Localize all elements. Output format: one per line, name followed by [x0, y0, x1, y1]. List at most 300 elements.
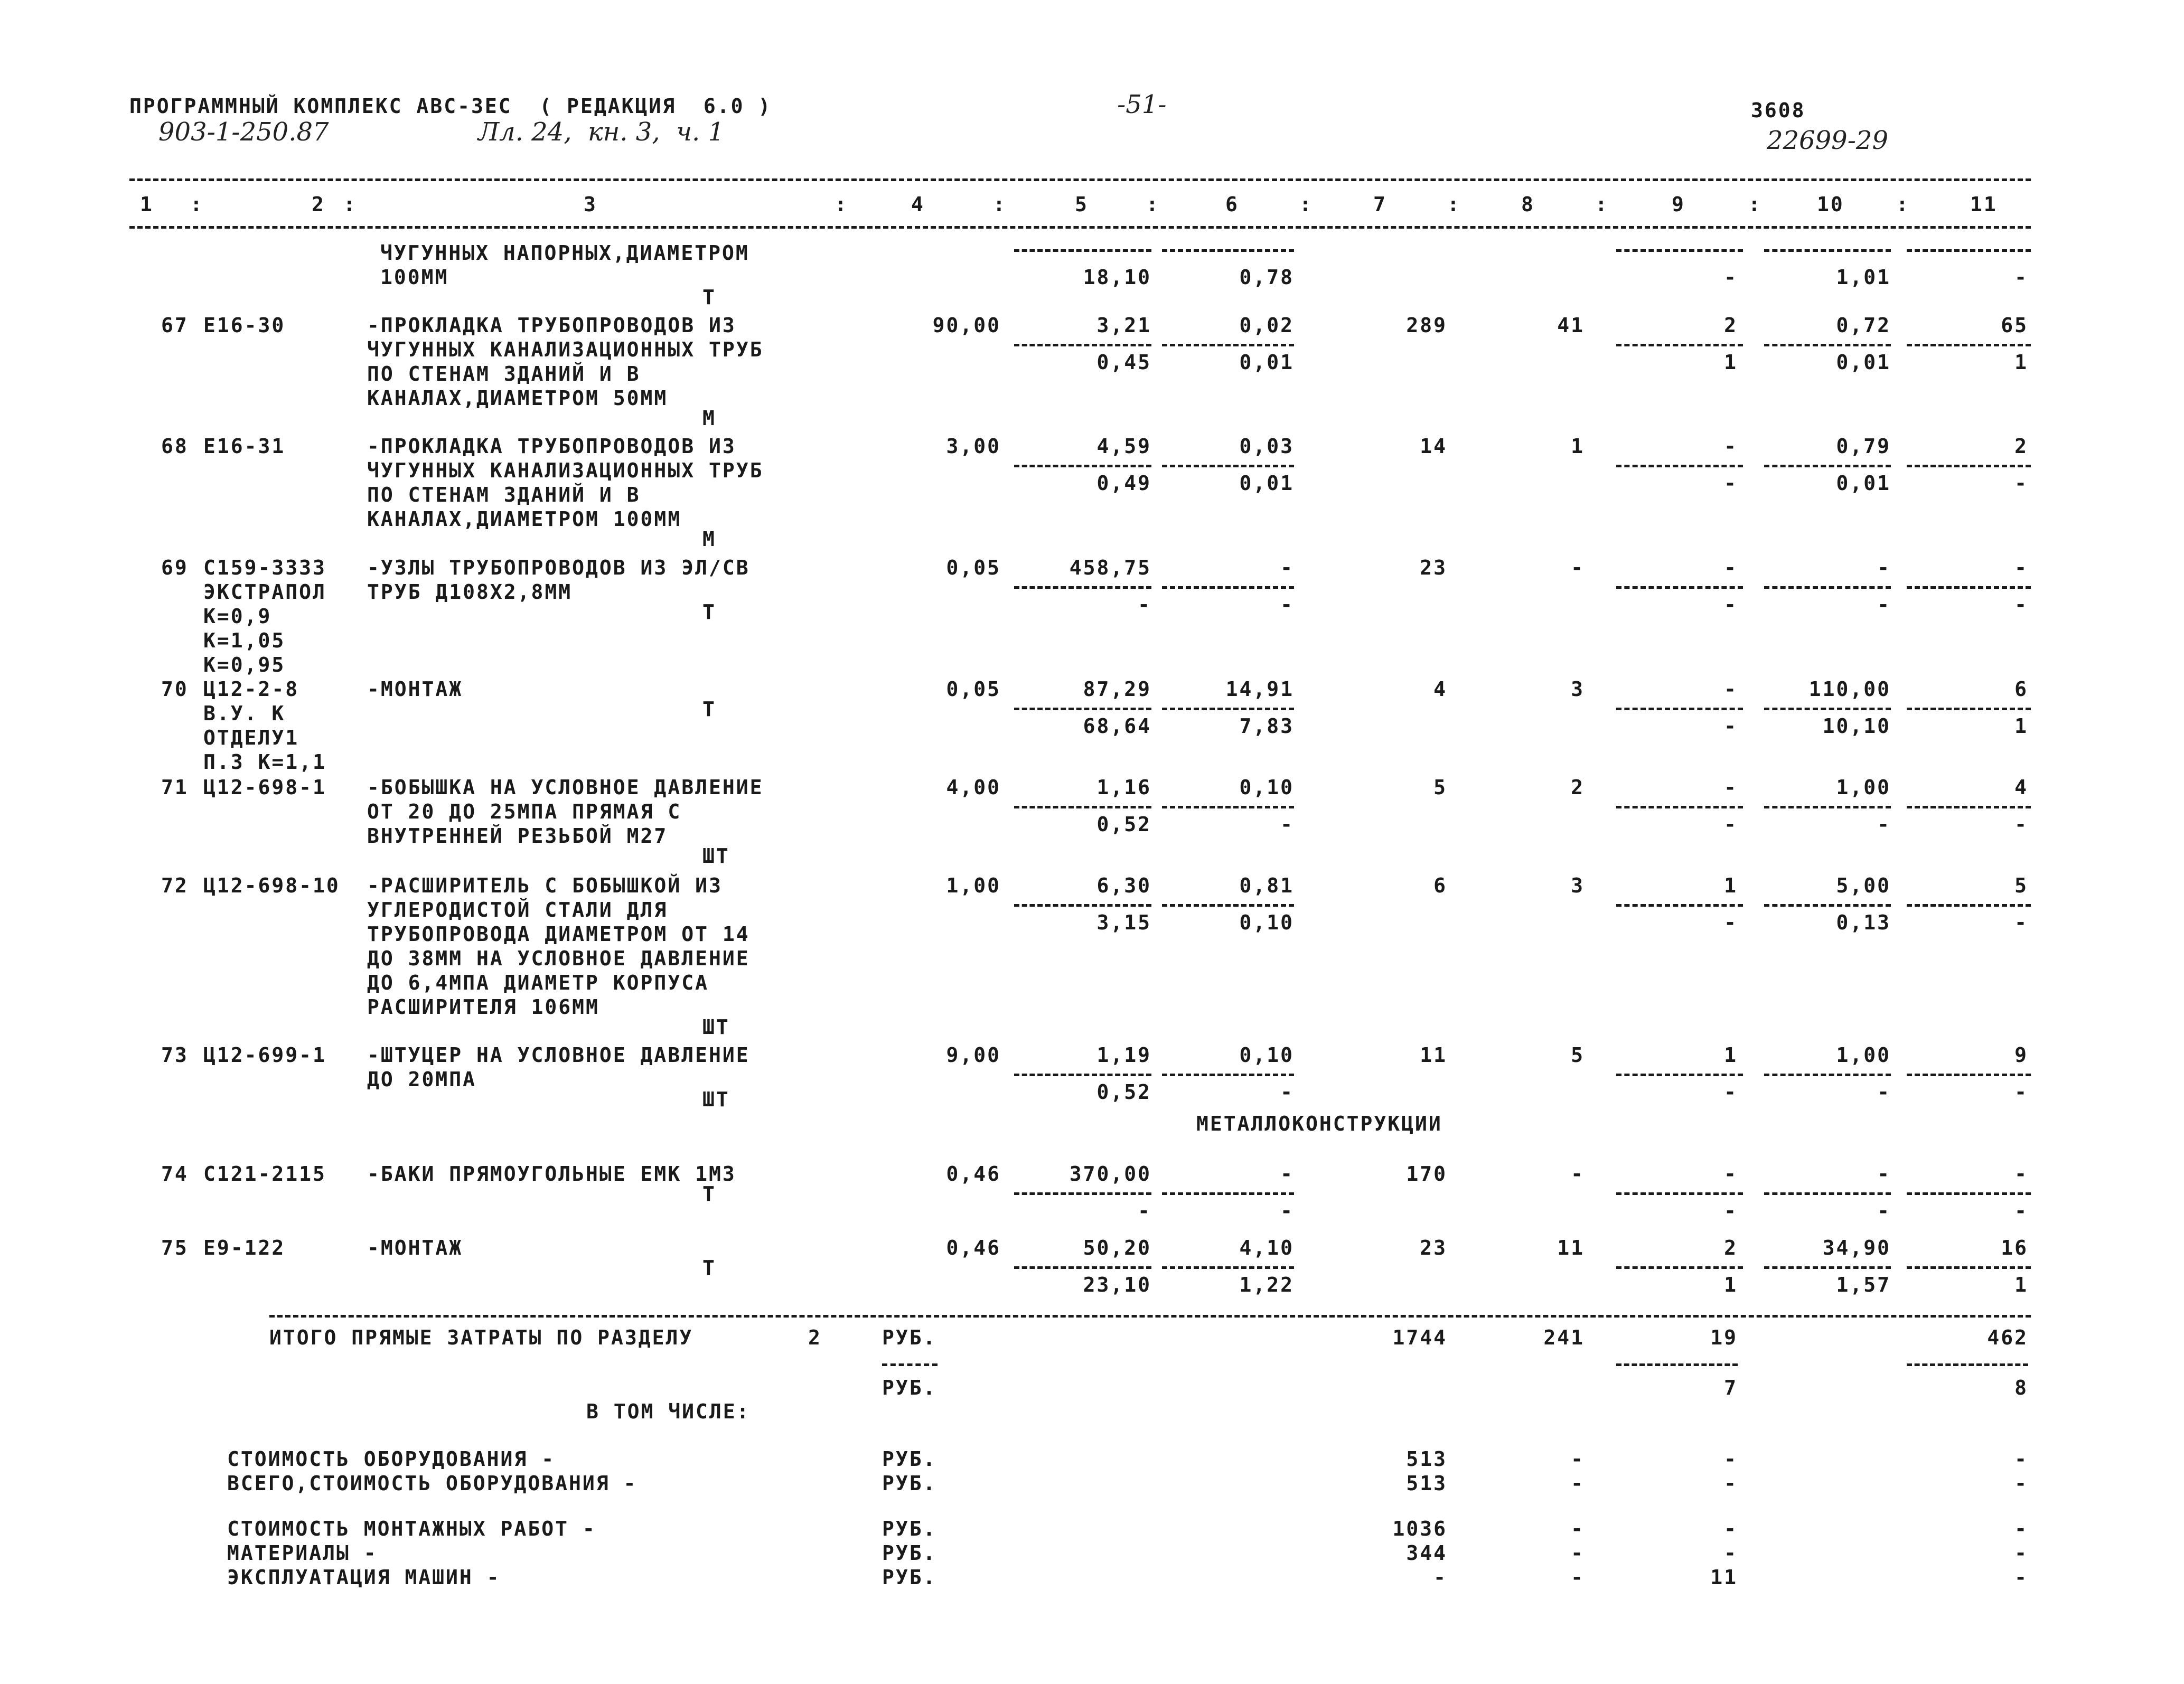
- cell-c10b: 0,01: [1836, 351, 1891, 374]
- cell-c9: -: [1724, 1162, 1738, 1186]
- cell-c9b: 1: [1724, 351, 1738, 374]
- summary-c11: -: [2014, 1541, 2028, 1565]
- cell-c10b: 1,01: [1836, 266, 1891, 289]
- cell-rule-c11: [1907, 586, 2031, 589]
- cell-c6: 0,02: [1239, 314, 1294, 337]
- cell-c11b: 1: [2014, 1273, 2028, 1296]
- cell-rule-c11: [1907, 1266, 2031, 1269]
- cell-c4: 9,00: [946, 1043, 1001, 1067]
- row-number: 68: [161, 435, 189, 458]
- doc-number: 22699-29: [1767, 126, 1888, 155]
- row-unit: Т: [702, 1256, 716, 1280]
- cell-c10: 0,79: [1836, 435, 1891, 458]
- row-description: -МОНТАЖ: [367, 678, 463, 701]
- row-description: УГЛЕРОДИСТОЙ СТАЛИ ДЛЯ: [367, 898, 668, 921]
- cell-c10: 1,00: [1836, 776, 1891, 799]
- cell-c11: 6: [2014, 678, 2028, 701]
- row-description: РАСШИРИТЕЛЯ 106ММ: [367, 995, 599, 1019]
- cell-c11: 9: [2014, 1043, 2028, 1067]
- cell-rule-c11: [1907, 465, 2031, 467]
- header-rule-bottom: [129, 226, 2031, 229]
- cell-c11b: -: [2014, 813, 2028, 836]
- row-unit: ШТ: [702, 1088, 730, 1111]
- row-number: 75: [161, 1236, 189, 1259]
- row-unit: Т: [702, 698, 716, 721]
- cell-c10: 34,90: [1822, 1236, 1891, 1259]
- cell-rule-c11: [1907, 249, 2031, 252]
- cell-c6b: -: [1280, 813, 1294, 836]
- cell-rule-c6: [1162, 708, 1294, 710]
- cell-c11: 5: [2014, 874, 2028, 897]
- cell-rule-c10: [1764, 708, 1891, 710]
- summary-c11: -: [2014, 1566, 2028, 1589]
- row-description: ТРУБОПРОВОДА ДИАМЕТРОМ ОТ 14: [367, 923, 750, 946]
- cell-rule-c10: [1764, 249, 1891, 252]
- cell-c9: -: [1724, 776, 1738, 799]
- summary-unit: РУБ.: [882, 1517, 937, 1540]
- cell-c5: 1,19: [1096, 1043, 1151, 1067]
- cell-rule-c5: [1014, 708, 1151, 710]
- cell-rule-c9: [1616, 1192, 1743, 1195]
- row-code: Ц12-2-8: [203, 678, 299, 701]
- cell-c11b: -: [2014, 472, 2028, 495]
- summary-c9: 11: [1710, 1566, 1738, 1589]
- totals-c8: 241: [1543, 1326, 1585, 1349]
- cell-c9b: -: [1724, 472, 1738, 495]
- column-separator: :: [1896, 193, 1910, 216]
- cell-c6b: -: [1280, 1080, 1294, 1104]
- cell-c9: 1: [1724, 1043, 1738, 1067]
- row-unit: Т: [702, 1182, 716, 1206]
- row-code: В.У. К: [203, 702, 286, 725]
- row-description: -БОБЫШКА НА УСЛОВНОЕ ДАВЛЕНИЕ: [367, 776, 764, 799]
- cell-c9b: 1: [1724, 1273, 1738, 1296]
- cell-c8: 5: [1571, 1043, 1585, 1067]
- cell-c9: 1: [1724, 874, 1738, 897]
- cell-rule-c11: [1907, 708, 2031, 710]
- summary-c11: -: [2014, 1517, 2028, 1540]
- cell-rule-c10: [1764, 344, 1891, 346]
- cell-c9: 2: [1724, 1236, 1738, 1259]
- cell-c9: 2: [1724, 314, 1738, 337]
- sheet-ref: Лл. 24, кн. 3, ч. 1: [478, 117, 725, 147]
- row-number: 72: [161, 874, 189, 897]
- cell-c8: -: [1571, 556, 1585, 579]
- column-separator: :: [1146, 193, 1160, 216]
- row-description: ДО 38ММ НА УСЛОВНОЕ ДАВЛЕНИЕ: [367, 947, 750, 970]
- cell-c7: 289: [1406, 314, 1447, 337]
- summary-c8: -: [1571, 1566, 1585, 1589]
- row-description: КАНАЛАХ,ДИАМЕТРОМ 100ММ: [367, 507, 682, 531]
- cell-c5b: 23,10: [1083, 1273, 1151, 1296]
- cell-c6b: -: [1280, 1199, 1294, 1222]
- row-description: ОТ 20 ДО 25МПА ПРЯМАЯ С: [367, 800, 682, 823]
- row-code: С121-2115: [203, 1162, 326, 1186]
- row-code: Е16-31: [203, 435, 286, 458]
- cell-c4: 0,05: [946, 556, 1001, 579]
- row-unit: М: [702, 407, 716, 430]
- row-code: К=1,05: [203, 629, 286, 652]
- cell-c10: 5,00: [1836, 874, 1891, 897]
- column-header-9: 9: [1672, 193, 1685, 216]
- cell-c9: -: [1724, 435, 1738, 458]
- cell-rule-c6: [1162, 465, 1294, 467]
- cell-rule-c9: [1616, 344, 1743, 346]
- summary-label: ВСЕГО,СТОИМОСТЬ ОБОРУДОВАНИЯ -: [227, 1472, 638, 1495]
- row-code: Ц12-698-10: [203, 874, 340, 897]
- summary-c9: -: [1724, 1517, 1738, 1540]
- cell-c8: 3: [1571, 874, 1585, 897]
- cell-c7: 11: [1420, 1043, 1447, 1067]
- cell-c5b: 0,52: [1096, 1080, 1151, 1104]
- cell-rule-c5: [1014, 904, 1151, 907]
- summary-c9: -: [1724, 1447, 1738, 1471]
- totals-label: ИТОГО ПРЯМЫЕ ЗАТРАТЫ ПО РАЗДЕЛУ: [269, 1326, 693, 1349]
- cell-c8: 1: [1571, 435, 1585, 458]
- cell-c10b: 1,57: [1836, 1273, 1891, 1296]
- row-unit: Т: [702, 286, 716, 309]
- column-header-1: 1: [140, 193, 154, 216]
- cell-rule-c6: [1162, 586, 1294, 589]
- totals-c9-rule: [1616, 1363, 1738, 1366]
- row-number: 71: [161, 776, 189, 799]
- summary-label: МАТЕРИАЛЫ -: [227, 1541, 378, 1565]
- row-description: -ПРОКЛАДКА ТРУБОПРОВОДОВ ИЗ: [367, 435, 736, 458]
- cell-rule-c10: [1764, 904, 1891, 907]
- column-header-5: 5: [1075, 193, 1089, 216]
- summary-c7: 344: [1406, 1541, 1447, 1565]
- cell-rule-c5: [1014, 1074, 1151, 1076]
- row-code: К=0,9: [203, 605, 272, 628]
- cell-c11: 16: [2001, 1236, 2028, 1259]
- cell-c11: -: [2014, 556, 2028, 579]
- cell-c7: 14: [1420, 435, 1447, 458]
- cell-c4: 3,00: [946, 435, 1001, 458]
- cell-c7: 23: [1420, 1236, 1447, 1259]
- row-description: -БАКИ ПРЯМОУГОЛЬНЫЕ ЕМК 1М3: [367, 1162, 736, 1186]
- cell-c7: 4: [1433, 678, 1447, 701]
- column-separator: :: [1748, 193, 1762, 216]
- row-description: ТРУБ Д108Х2,8ММ: [367, 580, 573, 604]
- totals-unit: РУБ.: [882, 1326, 937, 1349]
- summary-label: СТОИМОСТЬ МОНТАЖНЫХ РАБОТ -: [227, 1517, 596, 1540]
- row-code: Е9-122: [203, 1236, 286, 1259]
- cell-c7: 170: [1406, 1162, 1447, 1186]
- cell-c11b: -: [2014, 1080, 2028, 1104]
- row-number: 73: [161, 1043, 189, 1067]
- cell-c9: -: [1724, 678, 1738, 701]
- row-code: К=0,95: [203, 653, 286, 676]
- cell-c5: 370,00: [1069, 1162, 1151, 1186]
- summary-c7: 513: [1406, 1447, 1447, 1471]
- row-unit: ШТ: [702, 1015, 730, 1039]
- header-rule-top: [129, 178, 2031, 181]
- row-unit: Т: [702, 600, 716, 624]
- cell-c8: 11: [1557, 1236, 1585, 1259]
- cell-c4: 0,05: [946, 678, 1001, 701]
- cell-c6: 14,91: [1225, 678, 1294, 701]
- column-separator: :: [343, 193, 357, 216]
- section-heading: МЕТАЛЛОКОНСТРУКЦИИ: [1196, 1112, 1442, 1135]
- column-header-6: 6: [1225, 193, 1239, 216]
- summary-c9: -: [1724, 1472, 1738, 1495]
- column-header-4: 4: [911, 193, 925, 216]
- cell-c8: -: [1571, 1162, 1585, 1186]
- cell-rule-c5: [1014, 586, 1151, 589]
- cell-c11: 2: [2014, 435, 2028, 458]
- row-description: ЧУГУННЫХ КАНАЛИЗАЦИОННЫХ ТРУБ: [367, 338, 764, 361]
- cell-c6: 4,10: [1239, 1236, 1294, 1259]
- cell-c10b: -: [1877, 1080, 1891, 1104]
- cell-c9b: -: [1724, 593, 1738, 616]
- cell-c6b: 7,83: [1239, 714, 1294, 738]
- cell-rule-c6: [1162, 1074, 1294, 1076]
- cell-rule-c5: [1014, 344, 1151, 346]
- summary-c11: -: [2014, 1447, 2028, 1471]
- totals-c11: 462: [1987, 1326, 2028, 1349]
- project-ref: 903-1-250.87: [158, 117, 329, 147]
- row-description: 100ММ: [380, 266, 449, 289]
- code-number: 3608: [1751, 99, 1806, 122]
- cell-c5: 4,59: [1096, 435, 1151, 458]
- cell-c11b: -: [2014, 593, 2028, 616]
- summary-c7: 513: [1406, 1472, 1447, 1495]
- cell-c5: 87,29: [1083, 678, 1151, 701]
- cell-c4: 0,46: [946, 1162, 1001, 1186]
- row-code: ОТДЕЛУ1: [203, 726, 299, 749]
- cell-c6: 0,03: [1239, 435, 1294, 458]
- cell-rule-c11: [1907, 1074, 2031, 1076]
- column-header-8: 8: [1521, 193, 1535, 216]
- row-description: -ПРОКЛАДКА ТРУБОПРОВОДОВ ИЗ: [367, 314, 736, 337]
- cell-rule-c9: [1616, 586, 1743, 589]
- row-code: Ц12-698-1: [203, 776, 326, 799]
- row-description: -УЗЛЫ ТРУБОПРОВОДОВ ИЗ ЭЛ/СВ: [367, 556, 750, 579]
- summary-unit: РУБ.: [882, 1447, 937, 1471]
- cell-c5: 458,75: [1069, 556, 1151, 579]
- cell-c6: 0,10: [1239, 1043, 1294, 1067]
- row-description: -ШТУЦЕР НА УСЛОВНОЕ ДАВЛЕНИЕ: [367, 1043, 750, 1067]
- row-description: ПО СТЕНАМ ЗДАНИЙ И В: [367, 362, 641, 385]
- row-description: ДО 20МПА: [367, 1068, 477, 1091]
- cell-c4: 4,00: [946, 776, 1001, 799]
- cell-c5b: -: [1138, 1199, 1151, 1222]
- totals-rule: [269, 1315, 2031, 1318]
- cell-rule-c10: [1764, 465, 1891, 467]
- totals-c9: 19: [1710, 1326, 1738, 1349]
- cell-c4: 1,00: [946, 874, 1001, 897]
- cell-c5b: 3,15: [1096, 911, 1151, 934]
- column-header-11: 11: [1970, 193, 1998, 216]
- cell-c5: 3,21: [1096, 314, 1151, 337]
- cell-c9b: -: [1724, 813, 1738, 836]
- column-separator: :: [1447, 193, 1461, 216]
- cell-c6b: 0,01: [1239, 472, 1294, 495]
- cell-c10: 1,00: [1836, 1043, 1891, 1067]
- row-code: Ц12-699-1: [203, 1043, 326, 1067]
- cell-c9b: -: [1724, 911, 1738, 934]
- row-number: 74: [161, 1162, 189, 1186]
- cell-c5b: 68,64: [1083, 714, 1151, 738]
- cell-rule-c6: [1162, 249, 1294, 252]
- cell-c10b: 0,01: [1836, 472, 1891, 495]
- cell-rule-c9: [1616, 806, 1743, 808]
- column-header-3: 3: [584, 193, 597, 216]
- column-separator: :: [190, 193, 204, 216]
- cell-c11: 4: [2014, 776, 2028, 799]
- cell-c10b: 0,13: [1836, 911, 1891, 934]
- cell-c10: -: [1877, 1162, 1891, 1186]
- summary-c8: -: [1571, 1472, 1585, 1495]
- cell-c5: 50,20: [1083, 1236, 1151, 1259]
- summary-c7: -: [1433, 1566, 1447, 1589]
- cell-c7: 23: [1420, 556, 1447, 579]
- row-description: -МОНТАЖ: [367, 1236, 463, 1259]
- cell-rule-c9: [1616, 904, 1743, 907]
- cell-c10b: 10,10: [1822, 714, 1891, 738]
- row-code: ЭКСТРАПОЛ: [203, 580, 326, 604]
- cell-c4: 90,00: [932, 314, 1001, 337]
- cell-c4: 0,46: [946, 1236, 1001, 1259]
- cell-rule-c10: [1764, 806, 1891, 808]
- cell-c6b: 0,01: [1239, 351, 1294, 374]
- cell-c5: 6,30: [1096, 874, 1151, 897]
- cell-rule-c6: [1162, 344, 1294, 346]
- row-number: 67: [161, 314, 189, 337]
- cell-c11b: 1: [2014, 714, 2028, 738]
- cell-rule-c9: [1616, 1074, 1743, 1076]
- cell-c11b: -: [2014, 266, 2028, 289]
- cell-rule-c5: [1014, 465, 1151, 467]
- cell-c11: 65: [2001, 314, 2028, 337]
- summary-unit: РУБ.: [882, 1541, 937, 1565]
- row-description: ВНУТРЕННЕЙ РЕЗЬБОЙ М27: [367, 824, 668, 848]
- cell-rule-c10: [1764, 1266, 1891, 1269]
- cell-rule-c6: [1162, 1192, 1294, 1195]
- summary-c9: -: [1724, 1541, 1738, 1565]
- summary-unit: РУБ.: [882, 1472, 937, 1495]
- cell-rule-c9: [1616, 708, 1743, 710]
- cell-c5b: 0,45: [1096, 351, 1151, 374]
- cell-c6: 0,81: [1239, 874, 1294, 897]
- column-separator: :: [835, 193, 848, 216]
- cell-c5b: -: [1138, 593, 1151, 616]
- cell-c9b: -: [1724, 714, 1738, 738]
- summary-c7: 1036: [1392, 1517, 1447, 1540]
- column-separator: :: [1595, 193, 1609, 216]
- cell-c11b: -: [2014, 911, 2028, 934]
- summary-c8: -: [1571, 1517, 1585, 1540]
- cell-rule-c9: [1616, 249, 1743, 252]
- row-description: -РАСШИРИТЕЛЬ С БОБЫШКОЙ ИЗ: [367, 874, 723, 897]
- cell-c6b: 1,22: [1239, 1273, 1294, 1296]
- cell-c6b: 0,78: [1239, 266, 1294, 289]
- cell-rule-c6: [1162, 806, 1294, 808]
- column-header-2: 2: [312, 193, 325, 216]
- row-description: ЧУГУННЫХ КАНАЛИЗАЦИОННЫХ ТРУБ: [367, 459, 764, 482]
- summary-unit: РУБ.: [882, 1566, 937, 1589]
- row-description: КАНАЛАХ,ДИАМЕТРОМ 50ММ: [367, 387, 668, 410]
- cell-c6: -: [1280, 556, 1294, 579]
- row-number: 69: [161, 556, 189, 579]
- row-code: П.3 К=1,1: [203, 750, 326, 774]
- row-unit: М: [702, 528, 716, 551]
- summary-c8: -: [1571, 1541, 1585, 1565]
- cell-rule-c6: [1162, 904, 1294, 907]
- column-header-7: 7: [1373, 193, 1387, 216]
- cell-rule-c6: [1162, 1266, 1294, 1269]
- cell-c5b: 0,52: [1096, 813, 1151, 836]
- cell-c7: 5: [1433, 776, 1447, 799]
- cell-c10b: -: [1877, 813, 1891, 836]
- cell-c6b: 0,10: [1239, 911, 1294, 934]
- cell-c5b: 0,49: [1096, 472, 1151, 495]
- cell-c8: 3: [1571, 678, 1585, 701]
- cell-rule-c10: [1764, 1074, 1891, 1076]
- row-description: ДО 6,4МПА ДИАМЕТР КОРПУСА: [367, 971, 709, 994]
- cell-rule-c9: [1616, 1266, 1743, 1269]
- column-header-10: 10: [1817, 193, 1844, 216]
- cell-c11b: -: [2014, 1199, 2028, 1222]
- cell-c9b: -: [1724, 1199, 1738, 1222]
- summary-c8: -: [1571, 1447, 1585, 1471]
- totals-unit-2: РУБ.: [882, 1376, 937, 1399]
- cell-c9b: -: [1724, 266, 1738, 289]
- row-description: ЧУГУННЫХ НАПОРНЫХ,ДИАМЕТРОМ: [380, 241, 749, 265]
- cell-c10b: -: [1877, 1199, 1891, 1222]
- cell-rule-c5: [1014, 1192, 1151, 1195]
- cell-c10b: -: [1877, 593, 1891, 616]
- cell-c6: -: [1280, 1162, 1294, 1186]
- totals-c11-rule: [1907, 1363, 2028, 1366]
- cell-c10: -: [1877, 556, 1891, 579]
- including-label: В ТОМ ЧИСЛЕ:: [586, 1400, 751, 1423]
- cell-rule-c11: [1907, 806, 2031, 808]
- cell-rule-c11: [1907, 1192, 2031, 1195]
- cell-c9b: -: [1724, 1080, 1738, 1104]
- cell-c8: 41: [1557, 314, 1585, 337]
- cell-c10: 110,00: [1808, 678, 1891, 701]
- cell-rule-c5: [1014, 249, 1151, 252]
- totals-c7: 1744: [1392, 1326, 1447, 1349]
- column-separator: :: [1299, 193, 1313, 216]
- row-number: 70: [161, 678, 189, 701]
- row-code: С159-3333: [203, 556, 326, 579]
- totals-c9b: 7: [1724, 1376, 1738, 1399]
- cell-rule-c5: [1014, 1266, 1151, 1269]
- summary-c11: -: [2014, 1472, 2028, 1495]
- row-code: Е16-30: [203, 314, 286, 337]
- summary-label: СТОИМОСТЬ ОБОРУДОВАНИЯ -: [227, 1447, 556, 1471]
- cell-c5: 1,16: [1096, 776, 1151, 799]
- cell-rule-c10: [1764, 586, 1891, 589]
- cell-rule-c5: [1014, 806, 1151, 808]
- cell-c11b: 1: [2014, 351, 2028, 374]
- row-description: ПО СТЕНАМ ЗДАНИЙ И В: [367, 483, 641, 506]
- cell-c7: 6: [1433, 874, 1447, 897]
- cell-c6: 0,10: [1239, 776, 1294, 799]
- cell-c10: 0,72: [1836, 314, 1891, 337]
- cell-c11: -: [2014, 1162, 2028, 1186]
- cell-rule-c11: [1907, 904, 2031, 907]
- totals-c11b: 8: [2014, 1376, 2028, 1399]
- program-title: ПРОГРАММНЫЙ КОМПЛЕКС АВС-3ЕС ( РЕДАКЦИЯ 6.0 ): [129, 95, 772, 118]
- page-number: -51-: [1117, 90, 1167, 119]
- cell-rule-c10: [1764, 1192, 1891, 1195]
- cell-c9: -: [1724, 556, 1738, 579]
- cell-rule-c11: [1907, 344, 2031, 346]
- cell-rule-c9: [1616, 465, 1743, 467]
